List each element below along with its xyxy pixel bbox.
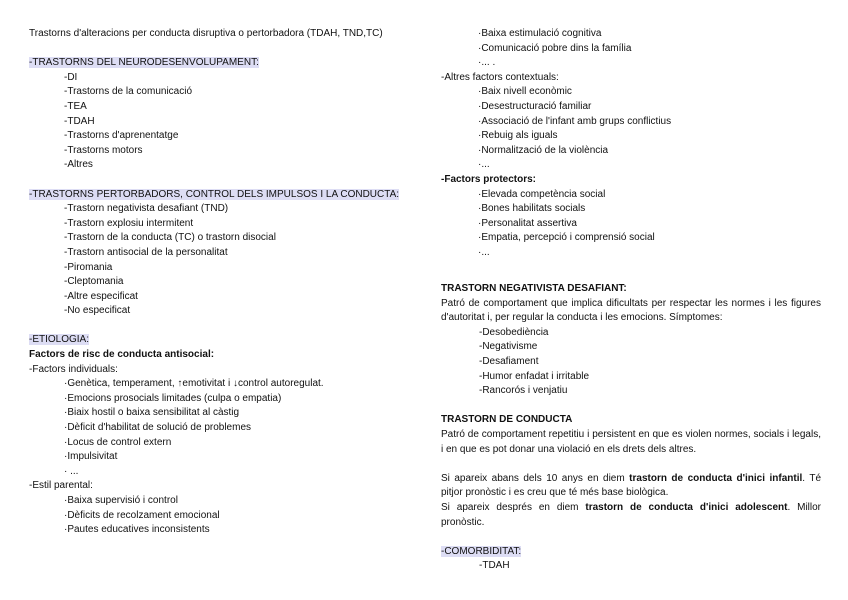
list-item: -DI xyxy=(64,71,78,83)
individual-factors-list xyxy=(29,377,409,479)
neuro-heading: -TRASTORNS DEL NEURODESENVOLUPAMENT: xyxy=(29,57,259,69)
list-item: ·Elevada competència social xyxy=(478,188,606,200)
list-item: ·Associació de l'infant amb grups conflictius xyxy=(478,115,672,127)
individual-factors-label: -Factors individuals: xyxy=(29,363,118,375)
list-item: -Altres xyxy=(64,159,93,171)
list-item: -Piromania xyxy=(64,261,113,273)
parental-style-label: -Estil parental: xyxy=(29,480,93,492)
list-item: ·Normalització de la violència xyxy=(478,144,609,156)
list-item: -TEA xyxy=(64,100,87,112)
list-item: ·Rebuig als iguals xyxy=(478,130,558,142)
context-factors-list xyxy=(441,85,821,173)
pertorbadors-heading: -TRASTORNS PERTORBADORS, CONTROL DELS IMPULSOS I LA CONDUCTA: xyxy=(29,188,400,200)
tnd-symptoms-list xyxy=(441,326,821,399)
intro-text: Trastorns d'alteracions per conducta disruptiva o pertorbadora (TDAH, TND,TC) xyxy=(29,28,383,39)
list-item: ·Dèficit d'habilitat de solució de problemes xyxy=(64,422,252,434)
list-item: -TDAH xyxy=(479,560,510,572)
tnd-description: Patró de comportament que implica dificultats per respectar les normes i les figures d'autoritat i, per regular la conducta i les emocions. Símptomes: xyxy=(441,297,821,324)
list-item: -Trastorns de la comunicació xyxy=(64,86,193,98)
list-item: -Humor enfadat i irritable xyxy=(479,370,590,382)
list-item: ·Baixa estimulació cognitiva xyxy=(478,28,602,39)
list-item: -Trastorns d'aprenentatge xyxy=(64,130,179,142)
protective-factors-list xyxy=(441,188,821,261)
list-item: ·Pautes educatives inconsistents xyxy=(64,524,210,536)
list-item: ·Impulsivitat xyxy=(64,451,118,463)
list-item: ·Genètica, temperament, ↑emotivitat i ↓control autoregulat. xyxy=(64,378,324,390)
list-item: ·Comunicació pobre dins la família xyxy=(478,42,632,54)
list-item: ·Baixa supervisió i control xyxy=(64,495,178,506)
tc-onset-infantil: Si apareix abans dels 10 anys en diem trastorn de conducta d'inici infantil. Té pitjor pronòstic i es creu que té més base biològica. xyxy=(441,472,822,499)
list-item: ·Locus de control extern xyxy=(64,436,172,448)
list-item: ·Empatia, percepció i comprensió social xyxy=(478,232,655,244)
list-item: -Altre especificat xyxy=(64,290,138,302)
list-item: -No especificat xyxy=(64,305,131,317)
list-item: ·Desestructuració familiar xyxy=(478,100,592,112)
tnd-heading: TRASTORN NEGATIVISTA DESAFIANT: xyxy=(441,283,627,295)
list-item: -Desafiament xyxy=(479,356,539,368)
etiologia-heading: -ETIOLOGIA: xyxy=(29,334,90,346)
list-item: -Trastorn negativista desafiant (TND) xyxy=(64,203,229,215)
list-item: -Trastorn antisocial de la personalitat xyxy=(64,246,228,258)
list-item: ·Biaix hostil o baixa sensibilitat al càstig xyxy=(64,407,240,419)
list-item: -Desobediència xyxy=(479,326,549,338)
comorbiditat-heading: -COMORBIDITAT: xyxy=(441,545,522,557)
context-factors-label: -Altres factors contextuals: xyxy=(441,71,559,83)
pertorbadors-list xyxy=(29,202,409,319)
tc-description: Patró de comportament repetitiu i persistent en que es violen normes, socials i legals, i en que es pot donar una violació en els drets dels altres. xyxy=(441,429,821,455)
list-item: ·Emocions prosocials limitades (culpa o empatia) xyxy=(64,392,282,404)
parental-style-list-cont xyxy=(441,27,821,71)
list-item: -TDAH xyxy=(64,115,95,127)
right-column xyxy=(441,27,821,574)
list-item: ·... . xyxy=(478,57,496,69)
list-item: · ... xyxy=(64,465,79,477)
list-item: -Cleptomania xyxy=(64,276,124,288)
list-item: ·Baix nivell econòmic xyxy=(478,86,572,98)
tc-onset-adolescent: Si apareix després en diem trastorn de conducta d'inici adolescent. Millor pronòstic. xyxy=(441,502,821,528)
list-item: ·Personalitat assertiva xyxy=(478,217,577,229)
neuro-list xyxy=(29,71,409,173)
list-item: ·Bones habilitats socials xyxy=(478,203,586,215)
list-item: -Trastorn de la conducta (TC) o trastorn disocial xyxy=(64,232,276,244)
list-item: -Trastorns motors xyxy=(64,144,143,156)
left-column xyxy=(29,27,409,538)
risk-factors-title: Factors de risc de conducta antisocial: xyxy=(29,349,215,361)
parental-style-list xyxy=(29,494,409,538)
list-item: -Rancorós i venjatiu xyxy=(479,385,568,397)
list-item: ·... xyxy=(478,159,490,171)
list-item: ·Dèficits de recolzament emocional xyxy=(64,509,220,521)
list-item: -Trastorn explosiu intermitent xyxy=(64,217,194,229)
protective-factors-title: -Factors protectors: xyxy=(441,173,537,185)
list-item: -Negativisme xyxy=(479,341,538,353)
tc-heading: TRASTORN DE CONDUCTA xyxy=(441,414,573,426)
list-item: ·... xyxy=(478,246,490,258)
